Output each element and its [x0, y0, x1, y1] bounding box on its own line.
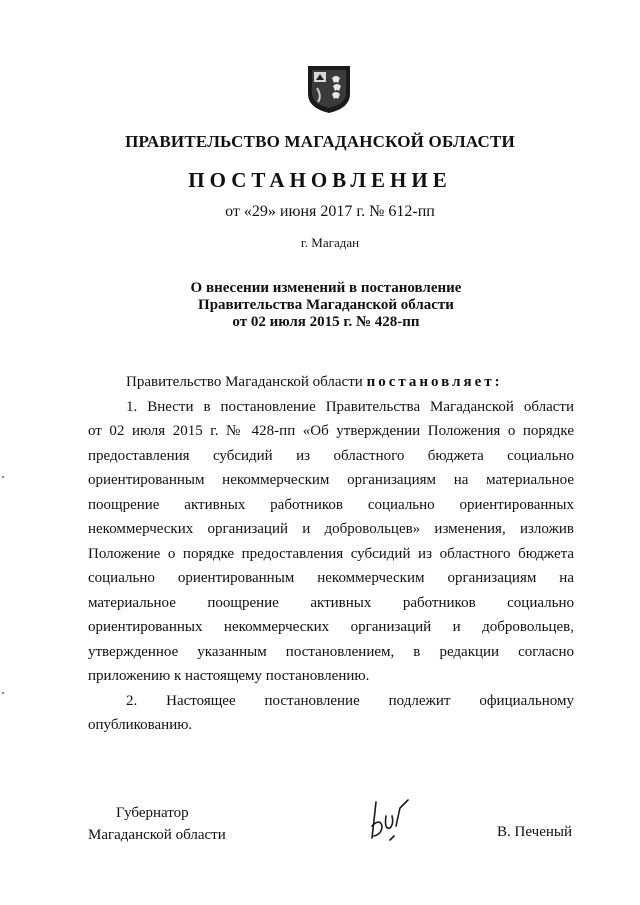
- subject-line: О внесении изменений в постановление: [190, 280, 462, 296]
- paragraph-1-line: от 02 июля 2015 г. № 428-пп «Об утверждении Положения о порядке: [88, 423, 574, 439]
- paragraph-1-line: поощрение активных работников социально ориентированных: [88, 496, 574, 513]
- paragraph-1-line: ориентированным некоммерческим организациям на материальное: [88, 472, 574, 488]
- paragraph-1-line: некоммерческих организаций и добровольцев» изменения, изложив: [88, 521, 574, 537]
- preamble: [88, 370, 574, 395]
- paragraph-1-line: ориентированных некоммерческих организаций и добровольцев,: [88, 619, 574, 635]
- city: г. Магадан: [300, 235, 360, 250]
- document-date-number: от «29» июня 2017 г. № 612-пп: [225, 203, 435, 220]
- subject-line: от 02 июля 2015 г. № 428-пп: [232, 314, 420, 330]
- document-body: [88, 370, 574, 738]
- signatory-title: [88, 802, 226, 846]
- paragraph-1-line: утвержденное указанным постановлением, в редакции согласно: [88, 643, 574, 660]
- scan-edge-mark: [2, 476, 4, 478]
- paragraph-1-line: 1. Внести в постановление Правительства Магаданской области: [126, 398, 574, 415]
- paragraph-1-line: приложению к настоящему постановлению.: [88, 668, 370, 684]
- paragraph-2-line: опубликованию.: [88, 717, 193, 733]
- signatory-name: В. Печеный: [497, 824, 572, 840]
- paragraph-1-line: социально ориентированным некоммерческим организациям на: [88, 570, 574, 586]
- preamble-text: Правительство Магаданской области: [126, 374, 363, 390]
- coat-of-arms-icon: [306, 64, 352, 114]
- signatory-title-line: Магаданской области: [88, 827, 226, 843]
- paragraph-1-line: предоставления субсидий из областного бюджета социально: [88, 447, 574, 464]
- signatory-title-line: Губернатор: [116, 805, 189, 821]
- document-type: ПОСТАНОВЛЕНИЕ: [188, 168, 452, 192]
- scan-edge-mark: [2, 692, 4, 694]
- paragraph-1-line: Положение о порядке предоставления субсидий из областного бюджета: [88, 545, 574, 562]
- preamble-decree: постановляет:: [366, 374, 503, 390]
- document-subject: [6, 280, 640, 331]
- organization-name: ПРАВИТЕЛЬСТВО МАГАДАНСКОЙ ОБЛАСТИ: [125, 132, 515, 151]
- paragraph-2-line: 2. Настоящее постановление подлежит официальному: [126, 692, 574, 709]
- paragraph-1-line: материальное поощрение активных работников социально: [88, 594, 574, 611]
- subject-line: Правительства Магаданской области: [198, 297, 454, 313]
- handwritten-signature: [366, 796, 410, 844]
